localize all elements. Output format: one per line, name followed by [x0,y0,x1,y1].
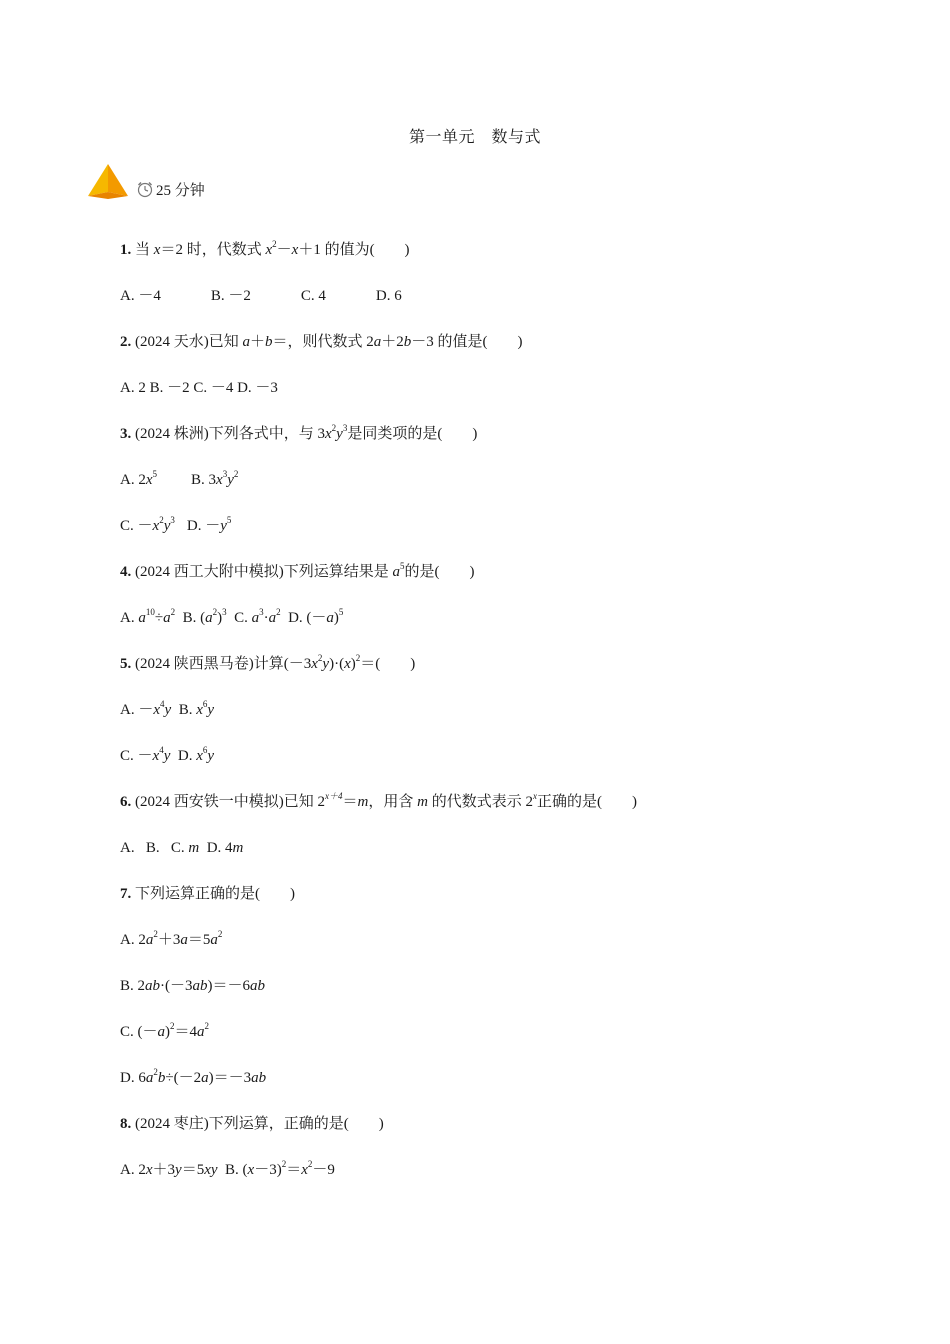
q5-text: )·( [329,656,345,672]
opt-var: x [247,1162,255,1178]
q6-text: 正确的是( ) [536,794,637,810]
opt-var: ab [251,1070,267,1086]
q5-exp: 2 [355,653,361,663]
opt-text: B. ( [217,1162,248,1178]
option-d[interactable]: D. 6 [375,288,402,304]
timer [136,178,205,200]
q1-text: 当 [131,242,154,258]
q4-options [120,608,343,628]
opt-text: ＝ [286,1162,302,1178]
question-2 [120,332,523,352]
opt-exp: 6 [202,745,208,755]
opt-exp: 2 [153,1067,158,1077]
opt-var: y [163,518,171,534]
question-4 [120,562,475,582]
opt-exp: 3 [222,607,227,617]
opt-text: C. － [120,518,153,534]
opt-text: B. 3 [191,472,217,488]
opt-var: m [232,840,244,856]
opt-exp: 5 [152,469,158,479]
opt-var: a [268,610,277,626]
q1-exp: 2 [272,239,277,249]
opt-text: ·(－3 [160,978,193,994]
q5-exp: 2 [317,653,323,663]
question-7 [120,884,295,904]
opt-exp: 5 [226,515,232,525]
opt-var: a [138,610,146,626]
q2-text: －3 的值是( ) [411,334,523,350]
opt-text: ÷(－2 [165,1070,202,1086]
opt-text: A. 2 [120,472,146,488]
opt-text: ＝5 [181,1162,205,1178]
question-8 [120,1114,384,1134]
opt-var: a [210,932,218,948]
opt-text: C. [226,610,252,626]
option-c[interactable] [120,1022,209,1042]
q5-var: y [322,656,330,672]
opt-exp: 3 [259,607,264,617]
question-number: 1. [120,242,132,258]
opt-var: x [145,472,153,488]
q4-var: a [392,564,400,580]
q3-options-ab [120,470,238,490]
opt-exp: 2 [233,469,239,479]
opt-text: C. － [120,748,153,764]
opt-var: ab [250,978,266,994]
opt-text: ＝4 [174,1024,198,1040]
opt-var: a [251,610,260,626]
option-b[interactable] [120,976,265,996]
q2-var: b [403,334,412,350]
opt-var: y [207,748,215,764]
opt-var: y [163,748,171,764]
q3-options-cd [120,516,231,536]
option-b[interactable] [175,607,227,626]
option-b[interactable]: B. －2 [210,288,251,304]
opt-text: A. [120,610,139,626]
opt-text: －9 [312,1162,335,1178]
q1-var: x [291,242,299,258]
q1-options [120,286,402,306]
opt-var: x [153,702,161,718]
opt-exp: 2 [159,515,164,525]
q5-text: (2024 陕西黑马卷)计算(－3 [131,656,312,672]
option-b[interactable] [171,699,215,718]
opt-exp: 3 [222,469,228,479]
q1-text: ＋1 的值为( ) [298,242,410,258]
option-c[interactable] [120,515,175,534]
opt-text: A. B. C. [120,840,189,856]
opt-var: ab [192,978,208,994]
opt-exp: 4 [159,745,164,755]
q2-text: ＋ [250,334,266,350]
option-a[interactable] [120,607,176,626]
q2-text: ＝，则代数式 2 [272,334,374,350]
q1-text: ＝2 时，代数式 [160,242,266,258]
opt-var: x [196,702,203,718]
opt-var: m [188,840,200,856]
option-a[interactable] [120,699,172,718]
q5-text: ＝( ) [360,656,416,672]
question-1 [120,240,410,260]
opt-var: x [145,1162,153,1178]
opt-text: )＝－6 [207,978,251,994]
opt-var: a [201,1070,209,1086]
q6-var: m [417,794,428,810]
question-number: 2. [120,334,132,350]
option-c[interactable]: C. 4 [300,288,326,304]
option-b[interactable] [217,1159,335,1178]
option-c[interactable] [120,745,171,764]
opt-text: A. 2 [120,932,146,948]
question-number: 3. [120,426,132,442]
opt-text: －3) [254,1162,282,1178]
opt-var: y [220,518,227,534]
question-number: 5. [120,656,132,672]
q6-text: 的代数式表示 2 [427,794,533,810]
opt-text: ) [217,610,223,626]
opt-text: D. － [186,518,221,534]
option-d[interactable] [170,745,215,764]
opt-exp: 2 [204,1021,210,1031]
q3-text: 是同类项的是( ) [347,426,478,442]
q3-exp: 2 [331,423,337,433]
opt-text: D. [170,748,197,764]
q5-var: x [311,656,318,672]
q4-text: (2024 西工大附中模拟)下列运算结果是 [131,564,393,580]
q7-text: 下列运算正确的是( ) [131,886,295,902]
opt-exp: 2 [212,607,218,617]
opt-var: x [152,518,160,534]
opt-text: C. (－ [120,1024,158,1040]
page-title: 第一单元 数与式 [408,129,541,146]
question-6 [120,792,637,812]
opt-text: D. 6 [120,1070,146,1086]
option-a[interactable] [120,469,158,488]
opt-var: y [175,1162,182,1178]
opt-text: A. 2 [120,1162,146,1178]
q4-text: 的是( ) [404,564,475,580]
q3-text: (2024 株洲)下列各式中，与 3 [131,426,325,442]
q5-options-cd [120,746,214,766]
pyramid-icon [86,162,130,200]
q6-text: ＝ [342,794,358,810]
q6-text: ，用含 [368,794,418,810]
opt-var: x [216,472,223,488]
opt-exp: 4 [160,699,165,709]
q6-exp: x＋4 [325,791,343,801]
opt-var: a [145,1070,154,1086]
opt-var: a [157,1024,166,1040]
opt-var: a [326,610,334,626]
opt-exp: 2 [307,1159,313,1169]
q6-text: (2024 西安铁一中模拟)已知 2 [131,794,325,810]
q2-var: a [242,334,250,350]
q3-exp: 3 [342,423,348,433]
q1-var: x [265,242,273,258]
alarm-clock-icon [136,180,154,198]
opt-var: xy [204,1162,218,1178]
opt-text: ) [165,1024,171,1040]
opt-var: x [301,1162,308,1178]
opt-var: y [227,472,234,488]
opt-text: ＋3 [152,1162,176,1178]
opt-text: B. ( [175,610,206,626]
opt-text: B. [171,702,197,718]
option-c[interactable] [226,607,281,626]
opt-exp: 6 [202,699,208,709]
opt-text: ＋3 [157,932,181,948]
q6-var: m [357,794,369,810]
opt-exp: 3 [170,515,175,525]
question-number: 4. [120,564,132,580]
opt-text: A. － [120,702,154,718]
opt-text: )＝－3 [208,1070,252,1086]
opt-var: y [207,702,215,718]
opt-var: x [152,748,160,764]
q5-text: ) [350,656,356,672]
opt-text: ) [333,610,339,626]
q3-var: y [336,426,343,442]
question-3 [120,424,477,444]
question-5 [120,654,415,674]
q2-text: (2024 天水)已知 [131,334,243,350]
opt-text: D. 4 [199,840,233,856]
opt-var: a [145,932,154,948]
option-a[interactable] [120,930,222,950]
question-number: 8. [120,1116,132,1132]
opt-var: a [163,610,171,626]
opt-var: a [197,1024,205,1040]
q4-exp: 5 [400,561,405,571]
q3-var: x [325,426,332,442]
q1-var: x [153,242,161,258]
option-d[interactable] [280,607,344,626]
opt-exp: 5 [338,607,344,617]
opt-text: B. 2 [120,978,146,994]
opt-var: a [180,932,188,948]
opt-exp: 2 [217,929,223,939]
q6-exp: x [532,791,537,801]
opt-exp: 10 [145,607,155,617]
opt-var: y [164,702,172,718]
q8-options [120,1160,335,1180]
question-number: 6. [120,794,132,810]
opt-var: b [157,1070,166,1086]
opt-text: · [263,610,269,626]
opt-text: ÷ [154,610,164,626]
q2-var: a [373,334,382,350]
option-a[interactable] [120,1162,218,1178]
opt-var: a [205,610,213,626]
q2-options[interactable]: A. 2 B. －2 C. －4 D. －3 [120,380,278,396]
option-a[interactable]: A. －4 [120,288,161,304]
opt-exp: 2 [170,607,176,617]
opt-var: ab [145,978,161,994]
opt-exp: 2 [276,607,281,617]
q2-text: ＋2 [381,334,404,350]
q6-options[interactable] [120,838,243,858]
q8-text: (2024 枣庄)下列运算，正确的是( ) [131,1116,384,1132]
q5-options-ab [120,700,214,720]
opt-text: ＝5 [187,932,211,948]
option-b[interactable] [191,469,239,488]
opt-exp: 2 [170,1021,175,1031]
q1-text: － [276,242,292,258]
opt-var: x [196,748,203,764]
option-d[interactable] [120,1068,266,1088]
question-number: 7. [120,886,132,902]
q5-var: x [344,656,351,672]
option-d[interactable] [186,515,232,534]
timer-label: 25 分钟 [156,182,205,199]
opt-text: D. (－ [280,610,327,626]
opt-exp: 2 [281,1159,287,1169]
opt-exp: 2 [153,929,158,939]
q2-var: b [265,334,273,350]
